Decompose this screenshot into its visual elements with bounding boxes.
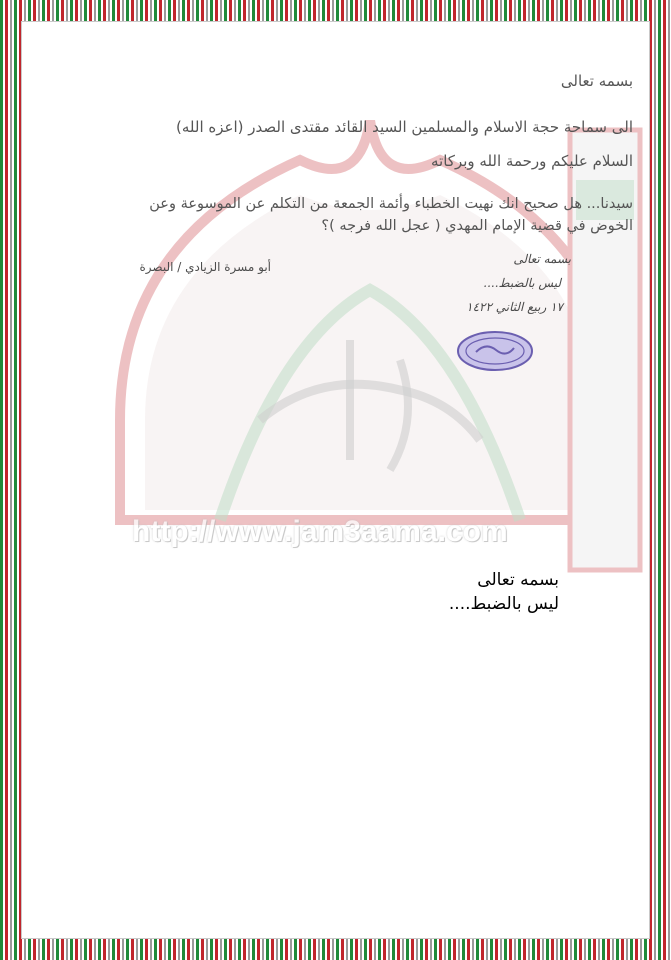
handwritten-reply-date: ١٧ ربيع الثاني ١٤٢٢ [466,300,563,314]
handwritten-reply-line-1: بسمه تعالى [513,252,571,266]
question-addressee: الى سماحة حجة الاسلام والمسلمين السيد القائد مقتدى الصدر (اعزه الله) [176,118,633,136]
answer-line-1: بسمه تعالى [477,570,559,590]
question-basmala: بسمه تعالى [560,72,633,90]
question-greeting: السلام عليكم ورحمة الله وبركاته [431,152,633,170]
answer-line-2: ليس بالضبط.... [448,594,559,614]
watermark-url: http://www.jam3aama.com [132,515,508,548]
seal-stamp-icon [456,330,534,372]
handwritten-reply-line-2: ليس بالضبط.... [483,276,561,290]
question-body-line-1: سيدنا... هل صحيح انك نهيت الخطباء وأئمة الجمعة من التكلم عن الموسوعة وعن [149,196,633,212]
question-sender: أبو مسرة الزيادي / البصرة [139,260,271,274]
question-body-line-2: الخوض في قضية الإمام المهدي ( عجل الله فرجه )؟ [321,218,633,234]
